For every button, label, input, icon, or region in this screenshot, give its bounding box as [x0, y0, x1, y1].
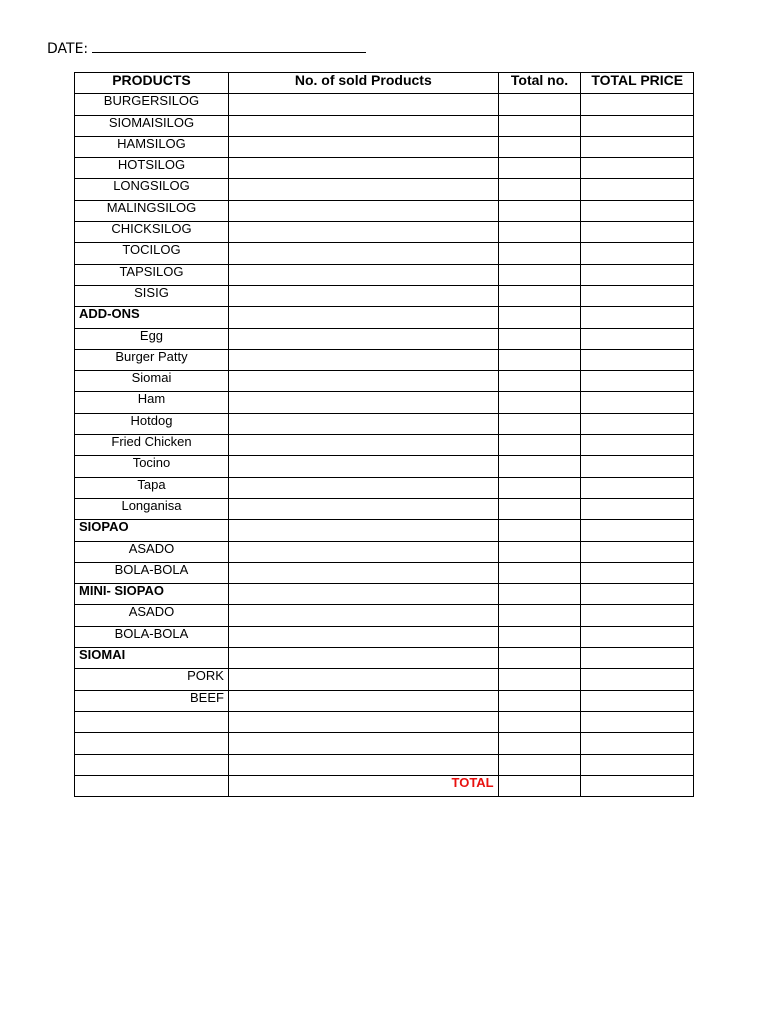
total-no-cell[interactable] [498, 158, 581, 179]
product-name: TAPSILOG [75, 264, 229, 285]
table-row [75, 222, 694, 243]
total-price-cell[interactable] [581, 626, 694, 647]
total-price-cell[interactable] [581, 477, 694, 498]
table-row [75, 371, 694, 392]
sold-count-cell[interactable] [228, 498, 498, 519]
sold-count-cell[interactable] [228, 711, 498, 732]
total-row-product-cell[interactable] [75, 775, 229, 796]
total-no-cell[interactable] [498, 669, 581, 690]
total-no-cell[interactable] [498, 541, 581, 562]
total-no-cell[interactable] [498, 754, 581, 775]
product-name: Ham [75, 392, 229, 413]
sold-count-cell[interactable] [228, 733, 498, 754]
total-price-cell[interactable] [581, 733, 694, 754]
total-no-cell[interactable] [498, 413, 581, 434]
category-label: MINI- SIOPAO [75, 584, 229, 605]
product-name: HAMSILOG [75, 136, 229, 157]
product-name: Tapa [75, 477, 229, 498]
total-no-cell[interactable] [498, 200, 581, 221]
total-no-cell[interactable] [498, 349, 581, 370]
total-no-cell[interactable] [498, 435, 581, 456]
total-row-total-no-cell[interactable] [498, 775, 581, 796]
sold-count-cell[interactable] [228, 264, 498, 285]
total-price-cell[interactable] [581, 456, 694, 477]
sold-count-cell[interactable] [228, 179, 498, 200]
sold-count-cell[interactable] [228, 243, 498, 264]
table-row [75, 285, 694, 306]
total-price-cell[interactable] [581, 584, 694, 605]
table-row [75, 179, 694, 200]
sales-table [74, 72, 694, 797]
table-header-row [75, 73, 694, 94]
table-row [75, 243, 694, 264]
sold-count-cell[interactable] [228, 328, 498, 349]
total-price-cell[interactable] [581, 94, 694, 115]
sold-count-cell[interactable] [228, 520, 498, 541]
total-no-cell[interactable] [498, 222, 581, 243]
total-no-cell[interactable] [498, 733, 581, 754]
total-price-cell[interactable] [581, 413, 694, 434]
table-row [75, 94, 694, 115]
total-row-total-price-cell[interactable] [581, 775, 694, 796]
total-price-cell[interactable] [581, 520, 694, 541]
total-no-cell[interactable] [498, 520, 581, 541]
sold-count-cell[interactable] [228, 541, 498, 562]
sold-count-cell[interactable] [228, 690, 498, 711]
total-no-cell[interactable] [498, 115, 581, 136]
header-products: PRODUCTS [75, 73, 229, 94]
total-price-cell[interactable] [581, 243, 694, 264]
product-name: Burger Patty [75, 349, 229, 370]
total-price-cell[interactable] [581, 648, 694, 669]
total-price-cell[interactable] [581, 435, 694, 456]
sold-count-cell[interactable] [228, 222, 498, 243]
total-price-cell[interactable] [581, 264, 694, 285]
total-no-cell[interactable] [498, 328, 581, 349]
product-name: BOLA-BOLA [75, 562, 229, 583]
sold-count-cell[interactable] [228, 349, 498, 370]
category-row [75, 520, 694, 541]
sold-count-cell[interactable] [228, 392, 498, 413]
total-no-cell[interactable] [498, 179, 581, 200]
product-name[interactable] [75, 754, 229, 775]
total-price-cell[interactable] [581, 669, 694, 690]
total-price-cell[interactable] [581, 711, 694, 732]
header-sold-products: No. of sold Products [228, 73, 498, 94]
product-name: ASADO [75, 541, 229, 562]
total-price-cell[interactable] [581, 690, 694, 711]
total-no-cell[interactable] [498, 285, 581, 306]
total-price-cell[interactable] [581, 605, 694, 626]
total-no-cell[interactable] [498, 264, 581, 285]
table-row [75, 136, 694, 157]
product-name: LONGSILOG [75, 179, 229, 200]
table-row [75, 498, 694, 519]
table-row [75, 392, 694, 413]
sold-count-cell[interactable] [228, 136, 498, 157]
total-no-cell[interactable] [498, 626, 581, 647]
total-no-cell[interactable] [498, 307, 581, 328]
table-row [75, 456, 694, 477]
total-price-cell[interactable] [581, 562, 694, 583]
sold-count-cell[interactable] [228, 584, 498, 605]
table-row [75, 264, 694, 285]
total-price-cell[interactable] [581, 115, 694, 136]
product-name: ASADO [75, 605, 229, 626]
product-name: HOTSILOG [75, 158, 229, 179]
category-label: SIOMAI [75, 648, 229, 669]
date-label: DATE: [47, 41, 89, 57]
total-no-cell[interactable] [498, 371, 581, 392]
sold-count-cell[interactable] [228, 669, 498, 690]
total-price-cell[interactable] [581, 222, 694, 243]
total-no-cell[interactable] [498, 136, 581, 157]
total-no-cell[interactable] [498, 605, 581, 626]
total-price-cell[interactable] [581, 328, 694, 349]
product-name: SIOMAISILOG [75, 115, 229, 136]
table-row [75, 690, 694, 711]
total-price-cell[interactable] [581, 392, 694, 413]
sold-count-cell[interactable] [228, 200, 498, 221]
table-row [75, 158, 694, 179]
total-price-cell[interactable] [581, 200, 694, 221]
sold-count-cell[interactable] [228, 562, 498, 583]
total-price-cell[interactable] [581, 285, 694, 306]
category-label: SIOPAO [75, 520, 229, 541]
table-row [75, 626, 694, 647]
product-name: PORK [75, 669, 229, 690]
product-name: BOLA-BOLA [75, 626, 229, 647]
sold-count-cell[interactable] [228, 158, 498, 179]
total-no-cell[interactable] [498, 477, 581, 498]
product-name: Longanisa [75, 498, 229, 519]
category-row [75, 307, 694, 328]
total-label: TOTAL [228, 775, 498, 796]
product-name: MALINGSILOG [75, 200, 229, 221]
total-price-cell[interactable] [581, 371, 694, 392]
product-name: Egg [75, 328, 229, 349]
sold-count-cell[interactable] [228, 435, 498, 456]
total-row [75, 775, 694, 796]
total-no-cell[interactable] [498, 243, 581, 264]
product-name: TOCILOG [75, 243, 229, 264]
table-row [75, 541, 694, 562]
sold-count-cell[interactable] [228, 285, 498, 306]
table-row [75, 754, 694, 775]
sold-count-cell[interactable] [228, 456, 498, 477]
sold-count-cell[interactable] [228, 115, 498, 136]
table-row [75, 669, 694, 690]
total-no-cell[interactable] [498, 456, 581, 477]
product-name: Hotdog [75, 413, 229, 434]
total-price-cell[interactable] [581, 307, 694, 328]
table-row [75, 349, 694, 370]
sold-count-cell[interactable] [228, 605, 498, 626]
table-body [75, 94, 694, 776]
table-row [75, 200, 694, 221]
sold-count-cell[interactable] [228, 648, 498, 669]
total-price-cell[interactable] [581, 158, 694, 179]
category-row [75, 648, 694, 669]
product-name: BEEF [75, 690, 229, 711]
product-name: Siomai [75, 371, 229, 392]
total-no-cell[interactable] [498, 498, 581, 519]
total-price-cell[interactable] [581, 498, 694, 519]
total-price-cell[interactable] [581, 136, 694, 157]
sold-count-cell[interactable] [228, 413, 498, 434]
header-total-price: TOTAL PRICE [581, 73, 694, 94]
product-name: SISIG [75, 285, 229, 306]
total-no-cell[interactable] [498, 648, 581, 669]
date-field [47, 40, 366, 57]
table-row [75, 711, 694, 732]
table-row [75, 562, 694, 583]
product-name: Tocino [75, 456, 229, 477]
header-total-no: Total no. [498, 73, 581, 94]
table-row [75, 435, 694, 456]
table-row [75, 413, 694, 434]
total-price-cell[interactable] [581, 349, 694, 370]
table-row [75, 605, 694, 626]
sold-count-cell[interactable] [228, 307, 498, 328]
category-row [75, 584, 694, 605]
total-no-cell[interactable] [498, 690, 581, 711]
total-price-cell[interactable] [581, 754, 694, 775]
date-blank-line[interactable] [92, 40, 366, 53]
total-no-cell[interactable] [498, 584, 581, 605]
product-name: Fried Chicken [75, 435, 229, 456]
category-label: ADD-ONS [75, 307, 229, 328]
table-row [75, 733, 694, 754]
sold-count-cell[interactable] [228, 94, 498, 115]
table-row [75, 477, 694, 498]
sold-count-cell[interactable] [228, 626, 498, 647]
sold-count-cell[interactable] [228, 754, 498, 775]
total-price-cell[interactable] [581, 541, 694, 562]
total-no-cell[interactable] [498, 562, 581, 583]
sold-count-cell[interactable] [228, 371, 498, 392]
table-row [75, 328, 694, 349]
sold-count-cell[interactable] [228, 477, 498, 498]
product-name: BURGERSILOG [75, 94, 229, 115]
product-name[interactable] [75, 733, 229, 754]
total-no-cell[interactable] [498, 392, 581, 413]
product-name[interactable] [75, 711, 229, 732]
table-row [75, 115, 694, 136]
total-price-cell[interactable] [581, 179, 694, 200]
total-no-cell[interactable] [498, 94, 581, 115]
total-no-cell[interactable] [498, 711, 581, 732]
product-name: CHICKSILOG [75, 222, 229, 243]
